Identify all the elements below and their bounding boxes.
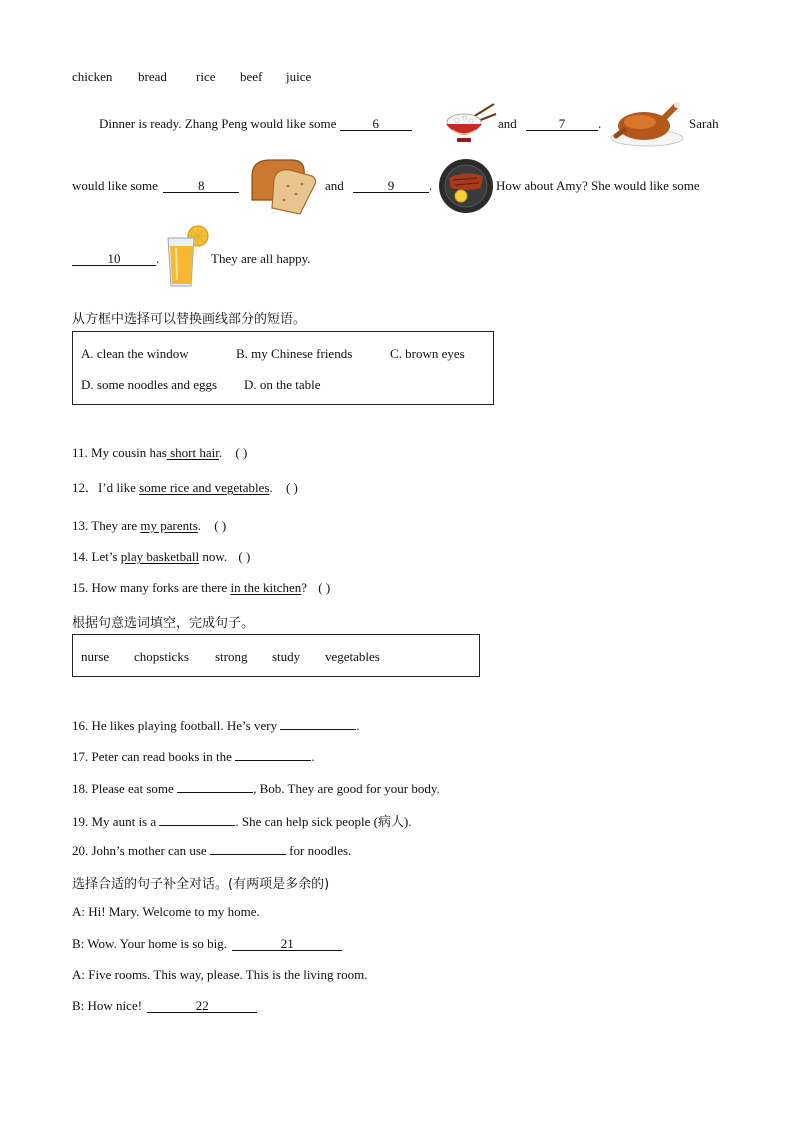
option-e: D. on the table [244,377,321,392]
q-text: 11. My cousin has [72,445,167,460]
and-word: and [498,116,517,131]
blank-22[interactable]: 22 [147,999,257,1013]
dialog-text: B: Wow. Your home is so big. [72,936,227,951]
story-text-amy: How about Amy? She would like some [496,178,700,193]
word-bank-chicken: chicken [72,69,113,84]
blank-19[interactable] [159,813,235,826]
q-text: 14. Let’s [72,549,118,564]
dialog-line-2 [72,936,342,952]
question-15 [72,580,330,596]
blank-6[interactable]: 6 [340,117,412,131]
q-text: 20. John’s mother can use [72,843,207,858]
q-text: , Bob. They are good for your body. [253,781,440,796]
roast-chicken-icon [610,98,684,148]
blank-7[interactable]: 7 [526,117,598,131]
answer-paren[interactable]: ( ) [318,580,331,595]
blank-21[interactable]: 21 [232,937,342,951]
q-text: now. [202,549,228,564]
answer-paren[interactable]: ( ) [214,518,227,533]
blank-16[interactable] [280,717,356,730]
period: . [598,116,602,131]
dialog-text: B: How nice! [72,998,143,1013]
story-line-2 [72,178,239,194]
q-text: 13. They are [72,518,138,533]
q-underlined: some rice and vegetables [139,480,270,495]
story-text-happy: They are all happy. [211,251,311,266]
q-text: . [218,445,223,460]
q-text: 18. Please eat some [72,781,174,796]
q-underlined: play basketball [120,549,200,564]
question-20 [72,842,351,859]
and-word: and [325,178,344,193]
question-12 [72,477,298,496]
section-instruction-fill: 根据句意选词填空，完成句子。 [72,616,255,631]
question-14 [72,549,250,565]
period: . [156,251,160,266]
dialog-line-4 [72,998,257,1014]
option-c: C. brown eyes [390,346,465,361]
sarah-word: Sarah [689,116,719,131]
q-text: . [197,518,202,533]
story-line-1 [99,116,412,132]
q-underlined: short hair [166,445,219,460]
word-vegetables: vegetables [325,649,380,664]
word-chopsticks: chopsticks [134,649,189,664]
word-box [72,634,480,677]
q-text: 15. How many forks are there [72,580,228,595]
story-text: would like some [72,178,158,193]
q-text: . [311,749,315,764]
period: . [429,178,433,193]
juice-glass-icon [164,224,210,290]
story-line-3 [72,251,159,267]
answer-paren[interactable]: ( ) [285,480,298,495]
q-text: . [356,718,360,733]
option-b: B. my Chinese friends [236,346,353,361]
question-11 [72,445,247,461]
blank-20[interactable] [210,842,286,855]
answer-paren[interactable]: ( ) [238,549,251,564]
word-bank-beef: beef [240,69,263,84]
q-underlined: my parents [140,518,198,533]
q-text: 12．I’d like [72,480,136,495]
question-13 [72,518,226,534]
story-text: Dinner is ready. Zhang Peng would like some [99,116,337,131]
word-bank-bread: bread [138,69,167,84]
word-nurse: nurse [81,649,110,664]
q-underlined: in the kitchen [230,580,302,595]
blank-17[interactable] [235,748,311,761]
rice-bowl-icon [442,100,498,146]
dialog-line-3: A: Five rooms. This way, please. This is the living room. [72,967,368,982]
word-study: study [272,649,301,664]
q-text: for noodles. [285,843,352,858]
blank-10[interactable]: 10 [72,252,156,266]
word-bank-juice: juice [286,69,312,84]
blank-8[interactable]: 8 [163,179,239,193]
question-18 [72,780,440,797]
answer-paren[interactable]: ( ) [235,445,248,460]
question-17 [72,748,314,765]
blank-18[interactable] [177,780,253,793]
q-text: 16. He likes playing football. He’s very [72,718,278,733]
story-line-1b [498,116,601,132]
word-bank-rice: rice [196,69,216,84]
bread-icon [248,156,320,216]
option-d: D. some noodles and eggs [81,377,218,392]
q-text: . She can help sick people (病人). [235,814,412,829]
question-19 [72,811,412,830]
word-strong: strong [215,649,248,664]
option-a: A. clean the window [81,346,189,361]
beef-plate-icon [437,158,495,214]
options-box [72,331,494,405]
q-text: . [269,480,273,495]
story-line-2b [325,178,432,194]
dialog-line-1: A: Hi! Mary. Welcome to my home. [72,904,260,919]
q-text: 19. My aunt is a [72,814,157,829]
q-text: ? [301,580,308,595]
blank-9[interactable]: 9 [353,179,429,193]
question-16 [72,717,360,734]
section-instruction-dialog: 选择合适的句子补全对话。(有两项是多余的) [72,877,330,892]
q-text: 17. Peter can read books in the [72,749,232,764]
section-instruction-replace: 从方框中选择可以替换画线部分的短语。 [72,312,307,327]
